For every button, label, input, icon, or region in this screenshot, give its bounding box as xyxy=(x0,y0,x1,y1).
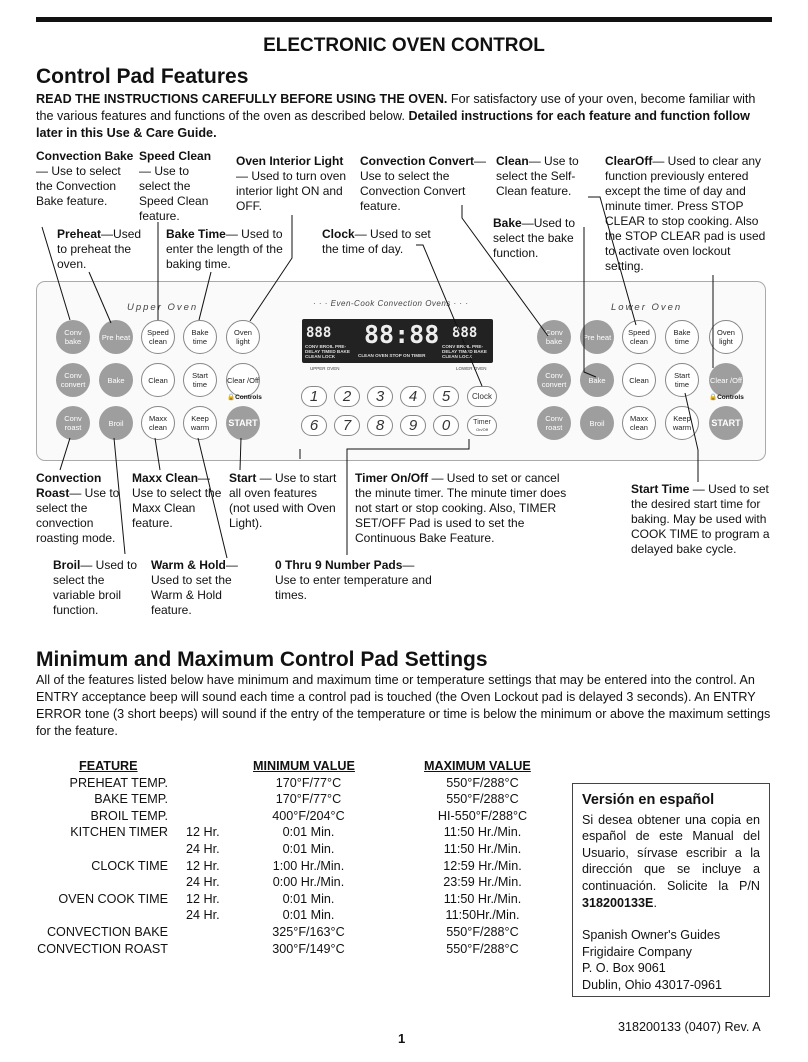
annotation-title: Clean xyxy=(496,154,529,168)
keep-warm-pad[interactable]: Keep warm xyxy=(183,406,217,440)
lower-speed-clean-pad[interactable]: Speed clean xyxy=(622,320,656,354)
intro-bold: READ THE INSTRUCTIONS CAREFULLY BEFORE USING THE OVEN. xyxy=(36,92,448,106)
controls-lock-text: Controls xyxy=(235,394,262,401)
table-cell-max: 11:50Hr./Min. xyxy=(445,908,520,923)
table-cell-sub: 12 Hr. xyxy=(186,858,220,873)
table-cell-max: 11:50 Hr./Min. xyxy=(443,891,522,906)
table-cell-min: 0:01 Min. xyxy=(282,842,335,856)
annotation-text: —Used to select the bake function. xyxy=(493,216,576,260)
annotation-text: — Use to enter temperature and times. xyxy=(275,558,432,602)
annotation-title: Speed Clean xyxy=(139,149,212,163)
annotation-text: — Use to select the convection roasting mode. xyxy=(36,486,120,545)
page-number: 1 xyxy=(398,1031,406,1046)
table-cell-feature: CLOCK TIME xyxy=(91,858,168,873)
bake-time-pad[interactable]: Bake time xyxy=(183,320,217,354)
annotation-bake-time xyxy=(166,227,288,272)
lower-clean-pad[interactable]: Clean xyxy=(622,363,656,397)
table-header-feature: FEATURE xyxy=(79,759,138,773)
spanish-box-pn: 318200133E xyxy=(582,895,654,910)
annotation-text: — Use to select the Self-Clean feature. xyxy=(496,154,579,198)
clean-pad[interactable]: Clean xyxy=(141,363,175,397)
number-pad-7[interactable]: 7 xyxy=(334,415,360,436)
oven-light-pad[interactable]: Oven light xyxy=(226,320,260,354)
display-digits-center: 88:88 xyxy=(364,320,440,349)
table-cell-max: 11:50 Hr./Min. xyxy=(443,842,522,856)
table-cell-min: 0:01 Min. xyxy=(282,825,335,840)
table-cell-max: 12:59 Hr./Min. xyxy=(443,858,522,873)
table-cell-max: 550°F/288°C xyxy=(446,925,519,939)
table-cell-sub: 24 Hr. xyxy=(186,908,220,923)
timer-pad[interactable] xyxy=(467,415,497,436)
annotation-text: — Used to set the time of day. xyxy=(322,227,431,256)
table-cell-feature: CONVECTION BAKE xyxy=(46,925,168,939)
annotation-bake xyxy=(493,216,587,261)
top-rule xyxy=(36,17,772,22)
annotation-broil xyxy=(53,558,143,618)
annotation-title: Preheat xyxy=(57,227,102,241)
spanish-box-addr2: Frigidaire Company xyxy=(582,944,692,959)
lower-oven-tag: LOWER OVEN xyxy=(456,366,487,371)
table-cell-min: 0:01 Min. xyxy=(282,908,335,923)
annotation-clock xyxy=(322,227,444,257)
display-digits-left: 888 xyxy=(306,325,332,341)
annotation-conv-roast xyxy=(36,471,126,546)
oven-display xyxy=(302,319,493,363)
table-cell-sub: 12 Hr. xyxy=(186,891,220,906)
number-pad-9[interactable]: 9 xyxy=(400,415,426,436)
min-max-paragraph: All of the features listed below have minimum and maximum time or temperature settings that may be entered into the control. An ENTRY acceptance beep will sound each time a control pad is touched (the Oven Lockout pad is delayed 3 seconds). An ENTRY ERROR tone (3 short beeps) will sound if the entry of the temperature or time is below the minimum or above the maximum settings for the feature. xyxy=(36,673,771,738)
lower-controls-lock-text: Controls xyxy=(717,394,744,401)
spanish-box-addr4: Dublin, Ohio 43017-0961 xyxy=(582,977,723,992)
table-cell-min: 170°F/77°C xyxy=(275,775,342,790)
annotation-speed-clean xyxy=(139,149,217,224)
annotation-title: Bake Time xyxy=(166,227,226,241)
display-digits-right: 888 xyxy=(452,325,478,341)
table-cell-min: 400°F/204°C xyxy=(272,808,345,823)
table-cell-max: 550°F/288°C xyxy=(446,792,519,807)
table-cell-max: 11:50 Hr./Min. xyxy=(443,825,522,840)
upper-oven-tag: UPPER OVEN xyxy=(310,366,340,371)
annotation-text: — Used to set the Warm & Hold feature. xyxy=(151,558,238,617)
spanish-box-addr3: P. O. Box 9061 xyxy=(582,961,666,976)
number-pad-1[interactable]: 1 xyxy=(301,386,327,407)
table-cell-max: HI-550°F/288°C xyxy=(437,808,528,823)
table-cell-feature: KITCHEN TIMER xyxy=(70,825,168,840)
lower-conv-bake-pad[interactable]: Conv bake xyxy=(537,320,571,354)
annotation-conv-bake xyxy=(36,149,134,209)
annotation-title: Clock xyxy=(322,227,355,241)
lower-conv-roast-pad[interactable]: Conv roast xyxy=(537,406,571,440)
annotation-number-pads xyxy=(275,558,435,603)
annotation-clearoff xyxy=(605,154,771,274)
broil-pad[interactable]: Broil xyxy=(99,406,133,440)
annotation-title: Convection Roast xyxy=(36,471,102,500)
annotation-text: — Used to turn oven interior light ON and OFF. xyxy=(236,169,347,213)
annotation-text: — Used to clear any function previously entered except the time of day and minute timer. Press STOP CLEAR to stop cooking. Also the STOP CLEAR pad is used to activate oven lockout setting. xyxy=(605,154,766,273)
table-cell-min: 170°F/77°C xyxy=(275,792,342,807)
annotation-text: — Used to set or cancel the minute timer. The minute timer does not start or stop cooking. Also, TIMER SET/OFF Pad is used to set the Continuous Bake Feature. xyxy=(355,471,567,545)
table-cell-min: 0:01 Min. xyxy=(282,891,335,906)
annotation-title: Convection Convert xyxy=(360,154,475,168)
table-cell-feature: CONVECTION ROAST xyxy=(37,941,168,956)
table-cell-feature: OVEN COOK TIME xyxy=(58,891,168,906)
table-cell-sub: 12 Hr. xyxy=(186,825,220,840)
table-cell-min: 1:00 Hr./Min. xyxy=(272,858,345,873)
clear-off-pad[interactable]: Clear /Off xyxy=(226,363,260,397)
spanish-box-addr1: Spanish Owner's Guides xyxy=(582,928,721,943)
table-header-max: MAXIMUM VALUE xyxy=(424,759,531,773)
intro-paragraph xyxy=(36,91,771,142)
doc-number: 318200133 (0407) Rev. A xyxy=(618,1020,761,1034)
annotation-text: — Used to enter the length of the baking time. xyxy=(166,227,283,271)
conv-bake-pad[interactable]: Conv bake xyxy=(56,320,90,354)
table-cell-feature: BAKE TEMP. xyxy=(94,792,168,807)
annotation-timer xyxy=(355,471,577,546)
annotation-clean xyxy=(496,154,590,199)
display-status-left: CONV BROIL PRE- DELAY TIMED BAKE CLEAN LOCK xyxy=(305,344,350,359)
lower-bake-time-pad[interactable]: Bake time xyxy=(665,320,699,354)
lower-maxx-clean-pad[interactable]: Maxx clean xyxy=(622,406,656,440)
spanish-box-text: Si desea obtener una copia en español de este Manual del Usuario, sírvase escribir a la dirección que se incluye a continuación. Solicite la P/N 318200133E. xyxy=(582,812,760,910)
lower-oven-label: Lower Oven xyxy=(611,302,683,313)
annotation-preheat xyxy=(57,227,151,272)
center-label: · · · Even-Cook Convection Ovens · · · xyxy=(313,299,469,308)
annotation-text: — Use to select the Speed Clean feature. xyxy=(139,164,209,223)
lower-start-time-pad[interactable]: Start time xyxy=(665,363,699,397)
annotation-text: — Used to select the variable broil function. xyxy=(53,558,138,617)
clock-pad[interactable]: Clock xyxy=(467,386,497,407)
conv-roast-pad[interactable]: Conv roast xyxy=(56,406,90,440)
spanish-version-box xyxy=(572,783,770,997)
lower-preheat-pad[interactable]: Pre heat xyxy=(580,320,614,354)
annotation-text: — Use to select the Maxx Clean feature. xyxy=(132,471,222,530)
display-status-center: CLEAN OVEN STOP ON TIMER xyxy=(358,353,426,358)
annotation-text: — Use to select the Convection Bake feature. xyxy=(36,164,121,208)
preheat-pad[interactable]: Pre heat xyxy=(99,320,133,354)
display-status-right: CONV BROIL PRE- DELAY TIMED BAKE CLEAN LOCK xyxy=(442,344,487,359)
table-cell-sub: 24 Hr. xyxy=(186,842,220,856)
annotation-text: —Used to preheat the oven. xyxy=(57,227,142,271)
annotation-oven-light xyxy=(236,154,354,214)
page-header: ELECTRONIC OVEN CONTROL xyxy=(263,35,545,56)
lower-controls-lock-label: 🔒Controls xyxy=(709,394,744,401)
table-cell-min: 0:00 Hr./Min. xyxy=(272,875,345,890)
annotation-maxx-clean xyxy=(132,471,222,531)
table-cell-min: 325°F/163°C xyxy=(272,925,345,939)
annotation-text: — Use to select the Convection Convert feature. xyxy=(360,154,487,213)
annotation-title: Convection Bake xyxy=(36,149,134,163)
annotation-text: — Use to start all oven features (not used with Oven Light). xyxy=(229,471,337,530)
number-pad-8[interactable]: 8 xyxy=(367,415,393,436)
intro-text: For satisfactory use of your oven, become familiar with the various features and functions of the oven as described below. xyxy=(36,92,756,123)
lower-keep-warm-pad[interactable]: Keep warm xyxy=(665,406,699,440)
section-title-control-pad: Control Pad Features xyxy=(36,65,249,88)
annotation-title: ClearOff xyxy=(605,154,653,168)
maxx-clean-pad[interactable]: Maxx clean xyxy=(141,406,175,440)
table-cell-min: 300°F/149°C xyxy=(272,941,345,956)
annotation-start xyxy=(229,471,341,531)
annotation-title: Warm & Hold xyxy=(151,558,226,572)
oven-control-panel xyxy=(36,281,766,461)
lower-oven-light-pad[interactable]: Oven light xyxy=(709,320,743,354)
timer-label: Timer xyxy=(473,418,491,426)
number-pad-0[interactable]: 0 xyxy=(433,415,459,436)
start-time-pad[interactable]: Start time xyxy=(183,363,217,397)
annotation-title: Broil xyxy=(53,558,81,572)
bake-pad[interactable]: Bake xyxy=(99,363,133,397)
upper-oven-label: Upper Oven xyxy=(127,302,199,313)
number-pad-4[interactable]: 4 xyxy=(400,386,426,407)
spanish-box-body: Si desea obtener una copia en español de este Manual del Usuario, sírvase escribir a la dirección que se incluye a continuación. Solicite la P/N xyxy=(582,812,760,893)
table-cell-feature: BROIL TEMP. xyxy=(90,808,168,823)
lower-conv-convert-pad[interactable]: Conv convert xyxy=(537,363,571,397)
conv-convert-pad[interactable]: Conv convert xyxy=(56,363,90,397)
table-cell-feature: PREHEAT TEMP. xyxy=(69,775,168,790)
timer-sub-label: On/Off xyxy=(476,426,488,432)
annotation-title: Start xyxy=(229,471,257,485)
controls-lock-label: 🔒Controls xyxy=(227,394,262,401)
annotation-title: 0 Thru 9 Number Pads xyxy=(275,558,403,572)
table-cell-max: 23:59 Hr./Min. xyxy=(443,875,522,890)
table-cell-max: 550°F/288°C xyxy=(446,941,519,956)
table-cell-max: 550°F/288°C xyxy=(446,775,519,790)
lower-broil-pad[interactable]: Broil xyxy=(580,406,614,440)
annotation-title: Timer On/Off xyxy=(355,471,429,485)
spanish-box-title: Versión en español xyxy=(582,792,715,808)
annotation-conv-convert xyxy=(360,154,486,214)
start-pad[interactable]: START xyxy=(226,406,260,440)
number-pad-2[interactable]: 2 xyxy=(334,386,360,407)
table-header-min: MINIMUM VALUE xyxy=(253,759,355,773)
annotation-title: Start Time xyxy=(631,482,690,496)
annotation-title: Bake xyxy=(493,216,522,230)
number-pad-6[interactable]: 6 xyxy=(301,415,327,436)
number-pad-5[interactable]: 5 xyxy=(433,386,459,407)
lower-start-pad[interactable]: START xyxy=(709,406,743,440)
settings-table xyxy=(0,758,560,958)
lower-bake-pad[interactable]: Bake xyxy=(580,363,614,397)
speed-clean-pad[interactable]: Speed clean xyxy=(141,320,175,354)
lower-clear-off-pad[interactable]: Clear /Off xyxy=(709,363,743,397)
section-title-min-max: Minimum and Maximum Control Pad Settings xyxy=(36,648,488,671)
table-cell-sub: 24 Hr. xyxy=(186,875,220,890)
annotation-text: — Used to set the desired start time for baking. May be used with COOK TIME to program a delayed bake cycle. xyxy=(631,482,770,556)
intro-bold-2: Detailed instructions for each feature and function follow later in this Use & Care Guide. xyxy=(36,109,750,140)
annotation-start-time xyxy=(631,482,773,557)
annotation-title: Maxx Clean xyxy=(132,471,199,485)
number-pad-3[interactable]: 3 xyxy=(367,386,393,407)
annotation-title: Oven Interior Light xyxy=(236,154,344,168)
annotation-warm-hold xyxy=(151,558,247,618)
